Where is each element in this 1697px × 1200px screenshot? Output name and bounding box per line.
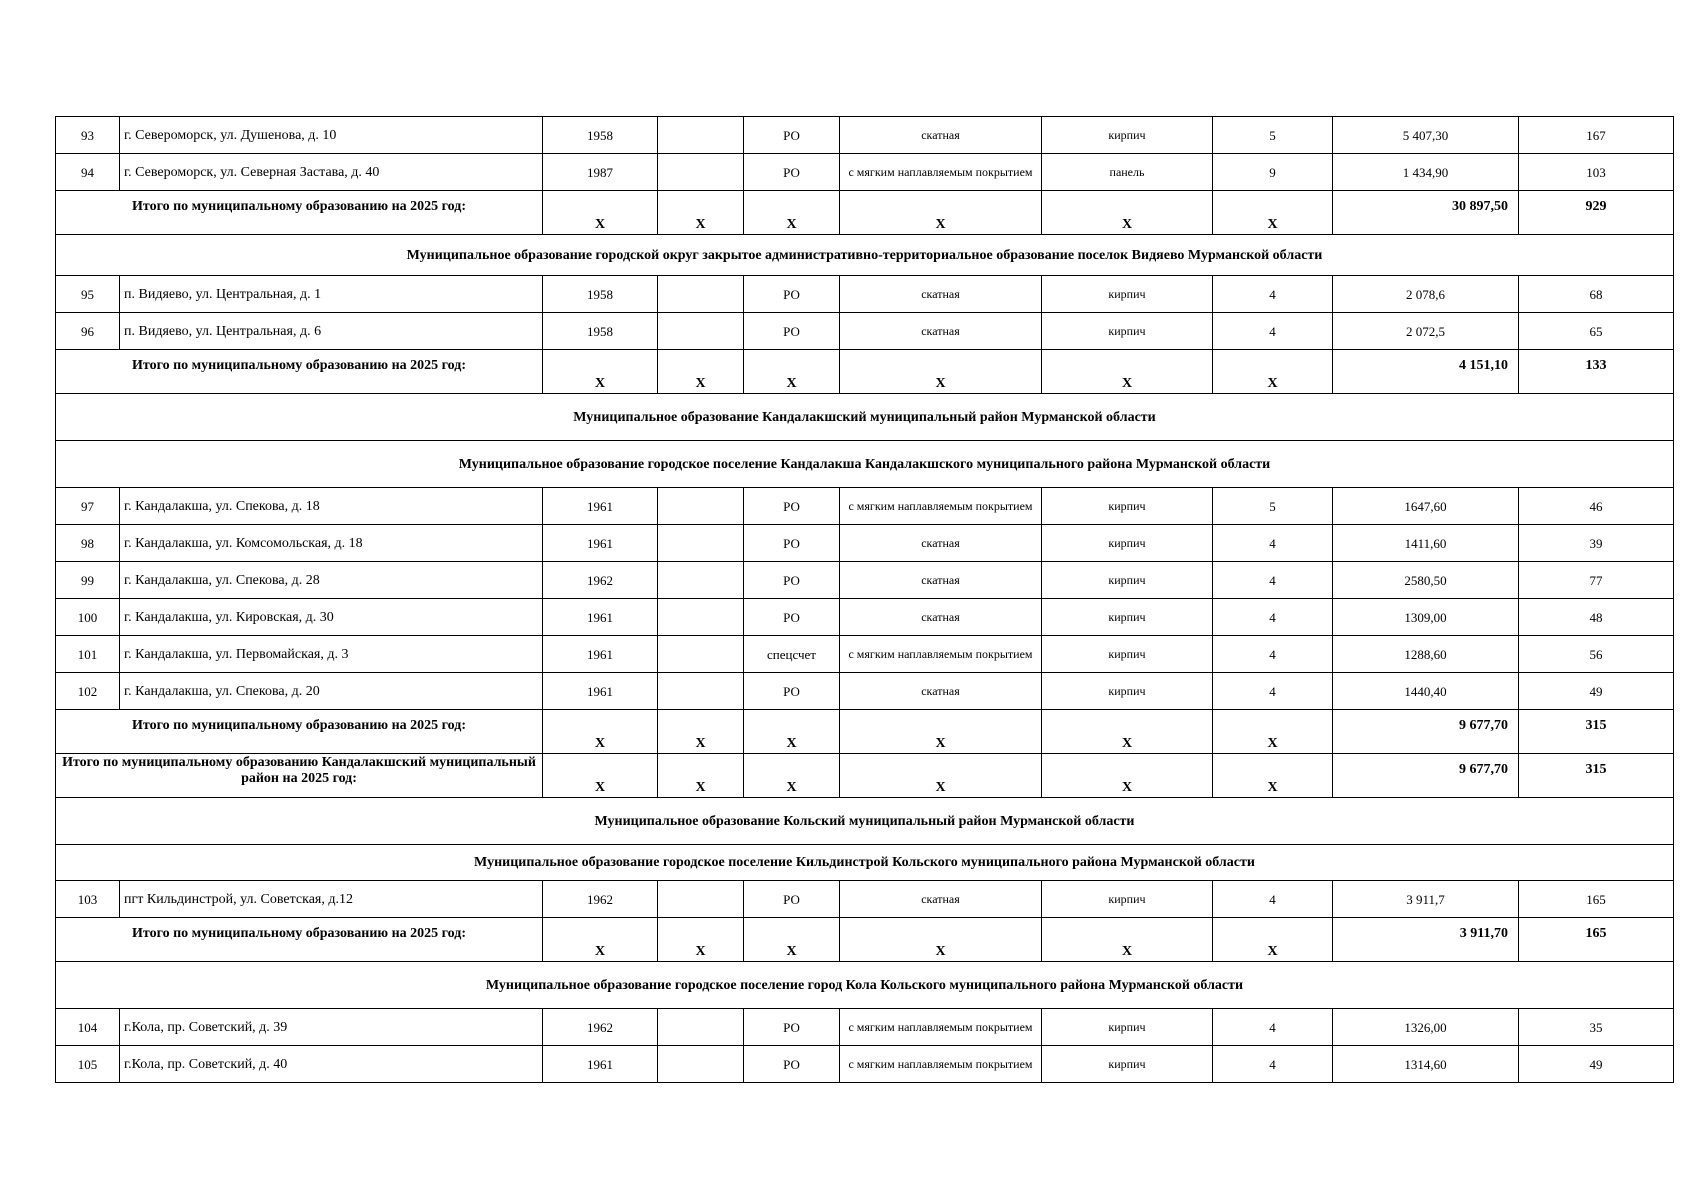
row-number-cell: 105 <box>56 1046 120 1083</box>
subtotal-x-cell: X <box>1042 754 1213 798</box>
section-header-row <box>56 235 1674 276</box>
wall-material-cell: кирпич <box>1042 599 1213 636</box>
area-cell: 1288,60 <box>1333 636 1519 673</box>
subtotal-row <box>56 754 1674 798</box>
section-header-row <box>56 394 1674 441</box>
fund-method-cell: РО <box>744 117 840 154</box>
address-cell: г. Кандалакша, ул. Первомайская, д. 3 <box>120 636 543 673</box>
row-number-cell: 94 <box>56 154 120 191</box>
row-number-cell: 95 <box>56 276 120 313</box>
count-cell: 56 <box>1519 636 1674 673</box>
subtotal-x-cell: X <box>658 754 744 798</box>
subtotal-x-cell: X <box>543 754 658 798</box>
roof-type-cell: скатная <box>840 276 1042 313</box>
wall-material-cell: кирпич <box>1042 636 1213 673</box>
empty-cell <box>658 1009 744 1046</box>
table-row <box>56 599 1674 636</box>
wall-material-cell: панель <box>1042 154 1213 191</box>
row-number-cell: 93 <box>56 117 120 154</box>
subtotal-x-cell: X <box>1042 350 1213 394</box>
subtotal-x-cell: X <box>744 754 840 798</box>
wall-material-cell: кирпич <box>1042 673 1213 710</box>
section-title: Муниципальное образование городское поселение Кандалакша Кандалакшского муниципального района Мурманской области <box>56 441 1674 488</box>
empty-cell <box>658 1046 744 1083</box>
housing-register-table <box>55 116 1674 1083</box>
floors-cell: 4 <box>1213 1009 1333 1046</box>
fund-method-cell: спецсчет <box>744 636 840 673</box>
year-cell: 1958 <box>543 313 658 350</box>
address-cell: г. Кандалакша, ул. Кировская, д. 30 <box>120 599 543 636</box>
subtotal-count-cell: 165 <box>1519 918 1674 962</box>
subtotal-area-cell: 4 151,10 <box>1333 350 1519 394</box>
wall-material-cell: кирпич <box>1042 1046 1213 1083</box>
floors-cell: 4 <box>1213 1046 1333 1083</box>
year-cell: 1958 <box>543 117 658 154</box>
address-cell: г. Кандалакша, ул. Спекова, д. 28 <box>120 562 543 599</box>
count-cell: 77 <box>1519 562 1674 599</box>
floors-cell: 4 <box>1213 276 1333 313</box>
row-number-cell: 100 <box>56 599 120 636</box>
count-cell: 35 <box>1519 1009 1674 1046</box>
empty-cell <box>658 881 744 918</box>
area-cell: 1411,60 <box>1333 525 1519 562</box>
section-title: Муниципальное образование Кандалакшский муниципальный район Мурманской области <box>56 394 1674 441</box>
empty-cell <box>658 154 744 191</box>
row-number-cell: 97 <box>56 488 120 525</box>
table-row <box>56 636 1674 673</box>
subtotal-area-cell: 9 677,70 <box>1333 754 1519 798</box>
row-number-cell: 96 <box>56 313 120 350</box>
table-row <box>56 154 1674 191</box>
area-cell: 1 434,90 <box>1333 154 1519 191</box>
table-row <box>56 562 1674 599</box>
floors-cell: 4 <box>1213 599 1333 636</box>
subtotal-count-cell: 133 <box>1519 350 1674 394</box>
address-cell: г. Кандалакша, ул. Спекова, д. 20 <box>120 673 543 710</box>
roof-type-cell: скатная <box>840 881 1042 918</box>
subtotal-row <box>56 350 1674 394</box>
subtotal-x-cell: X <box>840 191 1042 235</box>
count-cell: 68 <box>1519 276 1674 313</box>
fund-method-cell: РО <box>744 673 840 710</box>
count-cell: 165 <box>1519 881 1674 918</box>
fund-method-cell: РО <box>744 313 840 350</box>
row-number-cell: 101 <box>56 636 120 673</box>
subtotal-count-cell: 315 <box>1519 754 1674 798</box>
address-cell: г.Кола, пр. Советский, д. 40 <box>120 1046 543 1083</box>
count-cell: 49 <box>1519 1046 1674 1083</box>
subtotal-x-cell: X <box>840 754 1042 798</box>
subtotal-x-cell: X <box>744 710 840 754</box>
subtotal-area-cell: 3 911,70 <box>1333 918 1519 962</box>
roof-type-cell: с мягким наплавляемым покрытием <box>840 1046 1042 1083</box>
area-cell: 1647,60 <box>1333 488 1519 525</box>
subtotal-x-cell: X <box>1042 918 1213 962</box>
wall-material-cell: кирпич <box>1042 488 1213 525</box>
floors-cell: 4 <box>1213 636 1333 673</box>
roof-type-cell: скатная <box>840 117 1042 154</box>
fund-method-cell: РО <box>744 881 840 918</box>
subtotal-x-cell: X <box>1213 710 1333 754</box>
area-cell: 2 072,5 <box>1333 313 1519 350</box>
empty-cell <box>658 673 744 710</box>
year-cell: 1961 <box>543 673 658 710</box>
roof-type-cell: скатная <box>840 562 1042 599</box>
empty-cell <box>658 117 744 154</box>
address-cell: г. Кандалакша, ул. Спекова, д. 18 <box>120 488 543 525</box>
wall-material-cell: кирпич <box>1042 562 1213 599</box>
area-cell: 2580,50 <box>1333 562 1519 599</box>
subtotal-x-cell: X <box>744 350 840 394</box>
floors-cell: 5 <box>1213 488 1333 525</box>
subtotal-x-cell: X <box>543 918 658 962</box>
roof-type-cell: с мягким наплавляемым покрытием <box>840 1009 1042 1046</box>
subtotal-x-cell: X <box>1213 918 1333 962</box>
empty-cell <box>658 636 744 673</box>
empty-cell <box>658 313 744 350</box>
row-number-cell: 98 <box>56 525 120 562</box>
roof-type-cell: с мягким наплавляемым покрытием <box>840 154 1042 191</box>
year-cell: 1958 <box>543 276 658 313</box>
roof-type-cell: скатная <box>840 313 1042 350</box>
count-cell: 49 <box>1519 673 1674 710</box>
address-cell: п. Видяево, ул. Центральная, д. 1 <box>120 276 543 313</box>
fund-method-cell: РО <box>744 276 840 313</box>
address-cell: г.Кола, пр. Советский, д. 39 <box>120 1009 543 1046</box>
subtotal-x-cell: X <box>658 191 744 235</box>
table-row <box>56 276 1674 313</box>
table-row <box>56 488 1674 525</box>
section-header-row <box>56 441 1674 488</box>
wall-material-cell: кирпич <box>1042 1009 1213 1046</box>
table-row <box>56 525 1674 562</box>
year-cell: 1962 <box>543 562 658 599</box>
table-row <box>56 1009 1674 1046</box>
subtotal-area-cell: 30 897,50 <box>1333 191 1519 235</box>
subtotal-x-cell: X <box>658 710 744 754</box>
empty-cell <box>658 599 744 636</box>
fund-method-cell: РО <box>744 562 840 599</box>
subtotal-x-cell: X <box>1213 754 1333 798</box>
subtotal-x-cell: X <box>543 710 658 754</box>
section-title: Муниципальное образование городской округ закрытое административно-территориальное образование поселок Видяево Мурманской области <box>56 235 1674 276</box>
count-cell: 39 <box>1519 525 1674 562</box>
row-number-cell: 102 <box>56 673 120 710</box>
section-title: Муниципальное образование городское поселение Кильдинстрой Кольского муниципального района Мурманской области <box>56 845 1674 881</box>
table-row <box>56 881 1674 918</box>
fund-method-cell: РО <box>744 525 840 562</box>
address-cell: г. Североморск, ул. Северная Застава, д. 40 <box>120 154 543 191</box>
section-header-row <box>56 845 1674 881</box>
floors-cell: 4 <box>1213 881 1333 918</box>
roof-type-cell: с мягким наплавляемым покрытием <box>840 488 1042 525</box>
year-cell: 1961 <box>543 525 658 562</box>
roof-type-cell: скатная <box>840 673 1042 710</box>
year-cell: 1987 <box>543 154 658 191</box>
table-row <box>56 117 1674 154</box>
count-cell: 46 <box>1519 488 1674 525</box>
subtotal-x-cell: X <box>744 918 840 962</box>
address-cell: г. Североморск, ул. Душенова, д. 10 <box>120 117 543 154</box>
subtotal-count-cell: 929 <box>1519 191 1674 235</box>
subtotal-x-cell: X <box>1042 710 1213 754</box>
subtotal-label: Итого по муниципальному образованию на 2025 год: <box>56 918 543 962</box>
roof-type-cell: скатная <box>840 525 1042 562</box>
area-cell: 1440,40 <box>1333 673 1519 710</box>
count-cell: 48 <box>1519 599 1674 636</box>
subtotal-x-cell: X <box>1213 350 1333 394</box>
address-cell: п. Видяево, ул. Центральная, д. 6 <box>120 313 543 350</box>
subtotal-x-cell: X <box>543 191 658 235</box>
subtotal-area-cell: 9 677,70 <box>1333 710 1519 754</box>
empty-cell <box>658 525 744 562</box>
area-cell: 1309,00 <box>1333 599 1519 636</box>
row-number-cell: 99 <box>56 562 120 599</box>
wall-material-cell: кирпич <box>1042 117 1213 154</box>
area-cell: 1314,60 <box>1333 1046 1519 1083</box>
subtotal-row <box>56 918 1674 962</box>
year-cell: 1961 <box>543 599 658 636</box>
count-cell: 167 <box>1519 117 1674 154</box>
floors-cell: 4 <box>1213 673 1333 710</box>
fund-method-cell: РО <box>744 154 840 191</box>
subtotal-label: Итого по муниципальному образованию на 2025 год: <box>56 350 543 394</box>
year-cell: 1961 <box>543 488 658 525</box>
table-row <box>56 1046 1674 1083</box>
section-header-row <box>56 798 1674 845</box>
subtotal-x-cell: X <box>840 350 1042 394</box>
subtotal-x-cell: X <box>840 710 1042 754</box>
subtotal-row <box>56 191 1674 235</box>
floors-cell: 9 <box>1213 154 1333 191</box>
wall-material-cell: кирпич <box>1042 313 1213 350</box>
year-cell: 1962 <box>543 881 658 918</box>
subtotal-count-cell: 315 <box>1519 710 1674 754</box>
subtotal-x-cell: X <box>744 191 840 235</box>
subtotal-x-cell: X <box>658 918 744 962</box>
area-cell: 3 911,7 <box>1333 881 1519 918</box>
wall-material-cell: кирпич <box>1042 276 1213 313</box>
subtotal-x-cell: X <box>840 918 1042 962</box>
row-number-cell: 104 <box>56 1009 120 1046</box>
floors-cell: 4 <box>1213 562 1333 599</box>
subtotal-label: Итого по муниципальному образованию Кандалакшский муниципальный район на 2025 год: <box>56 754 543 798</box>
empty-cell <box>658 276 744 313</box>
floors-cell: 5 <box>1213 117 1333 154</box>
area-cell: 2 078,6 <box>1333 276 1519 313</box>
table-row <box>56 313 1674 350</box>
count-cell: 65 <box>1519 313 1674 350</box>
year-cell: 1961 <box>543 636 658 673</box>
roof-type-cell: с мягким наплавляемым покрытием <box>840 636 1042 673</box>
fund-method-cell: РО <box>744 488 840 525</box>
count-cell: 103 <box>1519 154 1674 191</box>
empty-cell <box>658 562 744 599</box>
address-cell: г. Кандалакша, ул. Комсомольская, д. 18 <box>120 525 543 562</box>
year-cell: 1962 <box>543 1009 658 1046</box>
wall-material-cell: кирпич <box>1042 881 1213 918</box>
subtotal-label: Итого по муниципальному образованию на 2025 год: <box>56 191 543 235</box>
floors-cell: 4 <box>1213 313 1333 350</box>
section-title: Муниципальное образование городское поселение город Кола Кольского муниципального района Мурманской области <box>56 962 1674 1009</box>
fund-method-cell: РО <box>744 1046 840 1083</box>
section-title: Муниципальное образование Кольский муниципальный район Мурманской области <box>56 798 1674 845</box>
area-cell: 5 407,30 <box>1333 117 1519 154</box>
wall-material-cell: кирпич <box>1042 525 1213 562</box>
subtotal-row <box>56 710 1674 754</box>
empty-cell <box>658 488 744 525</box>
subtotal-x-cell: X <box>543 350 658 394</box>
roof-type-cell: скатная <box>840 599 1042 636</box>
floors-cell: 4 <box>1213 525 1333 562</box>
section-header-row <box>56 962 1674 1009</box>
fund-method-cell: РО <box>744 599 840 636</box>
area-cell: 1326,00 <box>1333 1009 1519 1046</box>
row-number-cell: 103 <box>56 881 120 918</box>
subtotal-x-cell: X <box>1213 191 1333 235</box>
table-row <box>56 673 1674 710</box>
year-cell: 1961 <box>543 1046 658 1083</box>
fund-method-cell: РО <box>744 1009 840 1046</box>
subtotal-x-cell: X <box>1042 191 1213 235</box>
subtotal-label: Итого по муниципальному образованию на 2025 год: <box>56 710 543 754</box>
subtotal-x-cell: X <box>658 350 744 394</box>
address-cell: пгт Кильдинстрой, ул. Советская, д.12 <box>120 881 543 918</box>
